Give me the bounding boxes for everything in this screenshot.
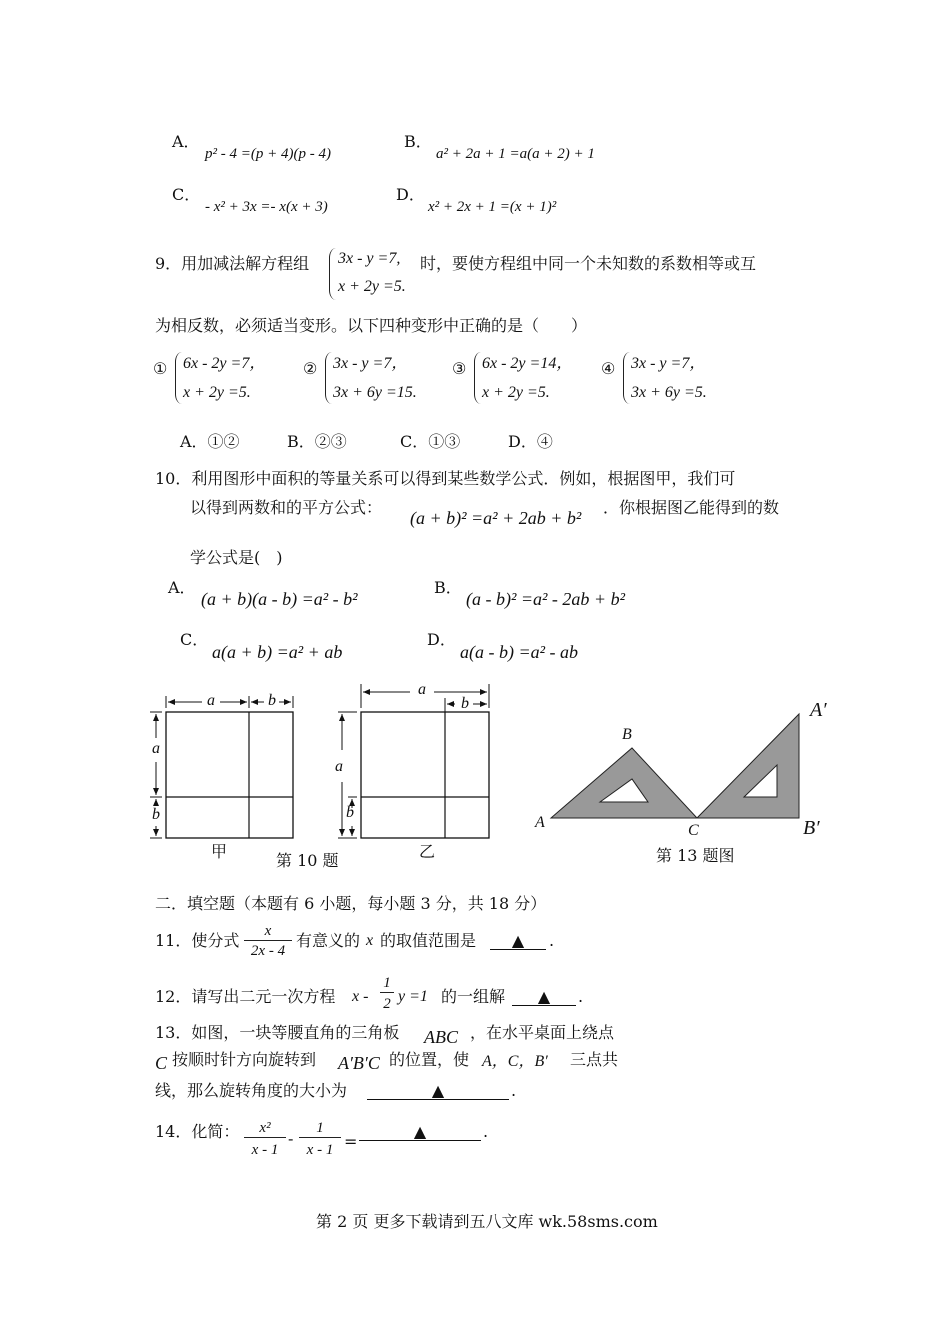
q8-b-expr: a² + 2a + 1 =a(a + 2) + 1 <box>436 146 595 162</box>
q12-denominator: 2 <box>380 992 394 1013</box>
q10-c-expr: a(a + b) =a² + ab <box>212 642 343 662</box>
q14-fraction-1 <box>244 1120 286 1159</box>
fig-caption-13: 第 13 题图 <box>656 846 735 865</box>
q13-abc: ABC <box>424 1027 458 1047</box>
q13-line2a: 按顺时针方向旋转到 <box>172 1050 317 1069</box>
q11-text: 有意义的 <box>296 931 361 950</box>
q12-blank-marker: ▲ <box>512 989 576 1006</box>
q9-opt4-line2: 3x + 6y =5. <box>631 384 707 401</box>
q8-a-label: A． <box>172 132 200 151</box>
q10-a-label: A． <box>168 578 196 597</box>
fig13-point-a-prime: A′ <box>810 699 827 721</box>
q10-formula: (a + b)² =a² + 2ab + b² <box>410 508 582 528</box>
q10-stem-2: 以得到两数和的平方公式： <box>190 498 383 517</box>
q14-prefix: 14．化简： <box>155 1122 240 1141</box>
q9-opt1-line2: x + 2y =5. <box>183 384 251 401</box>
fig-yi-label: 乙 <box>419 842 436 861</box>
q12-expr1: x - <box>352 988 369 1005</box>
q9-opt4-brace <box>623 352 630 404</box>
fig-jia-top-a: a <box>207 692 215 709</box>
q10-stem-3: ．你根据图乙能得到的数 <box>603 498 780 517</box>
q11-text2: 的取值范围是 <box>380 931 477 950</box>
q13-line2b: 的位置，使 <box>389 1050 470 1069</box>
q13-end: . <box>511 1081 517 1100</box>
q10-c-label: C． <box>180 630 209 649</box>
q9-opt2-line1: 3x - y =7， <box>333 355 408 372</box>
figure-jia <box>140 680 320 870</box>
page-footer: 第 2 页 更多下载请到五八文库 wk.58sms.com <box>316 1212 658 1231</box>
q9-stem-1: 9．用加减法解方程组 <box>155 254 310 273</box>
q10-stem-1: 10．利用图形中面积的等量关系可以得到某些数学公式．例如，根据图甲，我们可 <box>155 469 736 488</box>
q13-line2c: 三点共 <box>570 1050 619 1069</box>
fig-yi-top-b: b <box>461 695 469 712</box>
q13-answer-blank[interactable] <box>367 1083 509 1100</box>
q14-equals: = <box>344 1132 358 1151</box>
fig13-point-b: B <box>622 726 632 743</box>
q14-numerator-1: x² <box>259 1120 271 1136</box>
q9-opt3-line2: x + 2y =5. <box>482 384 550 401</box>
q9-opt2-mark: ② <box>303 359 318 378</box>
q9-opt1-brace <box>175 352 182 404</box>
fig-yi-side-a: a <box>335 758 343 775</box>
q14-answer-blank[interactable] <box>359 1124 481 1141</box>
q9-opt1-line1: 6x - 2y =7， <box>183 355 266 372</box>
q13-c: C <box>155 1053 168 1073</box>
fig-yi-side-b: b <box>346 804 354 821</box>
q12-expr2: y =1 <box>398 988 428 1005</box>
q9-opt2-brace <box>325 352 332 404</box>
q12-prefix: 12．请写出二元一次方程 <box>155 987 336 1006</box>
q9-opt3-line1: 6x - 2y =14， <box>482 355 573 372</box>
q12-fraction <box>380 975 394 1013</box>
figure-yi <box>330 680 500 870</box>
q12-end: . <box>578 987 584 1006</box>
fig-jia-top-b: b <box>268 692 276 709</box>
q11-fraction <box>244 923 292 960</box>
q11-blank-marker: ▲ <box>490 933 546 950</box>
fig-jia-label: 甲 <box>211 842 228 861</box>
q9-opt1-mark: ① <box>153 359 168 378</box>
figure-13-triangles <box>545 700 825 830</box>
q13-blank-marker: ▲ <box>367 1083 509 1100</box>
q11-numerator: x <box>264 923 272 939</box>
q10-a-expr: (a + b)(a - b) =a² - b² <box>201 589 358 609</box>
q9-system-line1: 3x - y =7, <box>338 250 401 267</box>
q10-stem-4: 学公式是( ) <box>190 548 283 567</box>
q12-text: 的一组解 <box>441 987 506 1006</box>
q9-opt3-brace <box>474 352 481 404</box>
fig13-point-b-prime: B′ <box>803 817 820 839</box>
fig13-point-a: A <box>535 814 545 831</box>
q14-minus: - <box>288 1129 294 1148</box>
q9-system-brace <box>329 248 336 300</box>
q10-b-expr: (a - b)² =a² - 2ab + b² <box>466 589 625 609</box>
q12-numerator: 1 <box>383 975 391 991</box>
q14-denominator-1: x - 1 <box>244 1137 286 1159</box>
q9-answer-a: A．①② <box>180 432 240 451</box>
q12-answer-blank[interactable] <box>512 989 576 1006</box>
q14-end: . <box>483 1122 489 1141</box>
fig-jia-side-a: a <box>152 740 160 757</box>
q9-opt4-mark: ④ <box>601 359 616 378</box>
q10-d-expr: a(a - b) =a² - ab <box>460 642 579 662</box>
q9-opt4-line1: 3x - y =7， <box>631 355 706 372</box>
fig-yi-top-a: a <box>418 681 426 698</box>
fig-caption-10: 第 10 题 <box>276 851 339 870</box>
q9-stem-3: 为相反数，必须适当变形。以下四种变形中正确的是（ ） <box>155 316 588 335</box>
q8-c-expr: - x² + 3x =- x(x + 3) <box>205 199 328 215</box>
q9-opt2-line2: 3x + 6y =15. <box>333 384 417 401</box>
q13-line3: 线，那么旋转角度的大小为 <box>155 1081 348 1100</box>
fig13-point-c: C <box>688 822 699 839</box>
q11-denominator: 2x - 4 <box>244 940 292 960</box>
q9-answer-c: C．①③ <box>400 432 461 451</box>
q13-line1a: 13．如图，一块等腰直角的三角板 <box>155 1023 400 1042</box>
q9-opt3-mark: ③ <box>452 359 467 378</box>
q10-d-label: D． <box>427 630 456 649</box>
q9-answer-b: B．②③ <box>287 432 347 451</box>
q11-answer-blank[interactable] <box>490 933 546 950</box>
q8-d-label: D． <box>396 185 425 204</box>
q13-abc2: A′B′C <box>338 1053 380 1073</box>
q8-b-label: B． <box>404 132 432 151</box>
q8-c-label: C． <box>172 185 201 204</box>
fig-jia-side-b: b <box>152 806 160 823</box>
q14-blank-marker: ▲ <box>359 1124 481 1141</box>
section-2-heading: 二．填空题（本题有 6 小题，每小题 3 分，共 18 分） <box>155 894 547 913</box>
q9-system-line2: x + 2y =5. <box>338 278 406 295</box>
q13-points: A，C，B′ <box>482 1053 548 1070</box>
q14-fraction-2 <box>299 1120 341 1159</box>
q8-d-expr: x² + 2x + 1 =(x + 1)² <box>428 199 557 215</box>
q9-answer-d: D．④ <box>508 432 553 451</box>
q11-prefix: 11．使分式 <box>155 931 240 950</box>
q10-b-label: B． <box>434 578 462 597</box>
q11-end: . <box>549 931 555 950</box>
q11-var: x <box>366 932 374 949</box>
q14-denominator-2: x - 1 <box>299 1137 341 1159</box>
q8-a-expr: p² - 4 =(p + 4)(p - 4) <box>205 146 331 162</box>
q13-line1b: ，在水平桌面上绕点 <box>470 1023 615 1042</box>
q9-stem-2: 时，要使方程组中同一个未知数的系数相等或互 <box>420 254 757 273</box>
q14-numerator-2: 1 <box>316 1120 324 1136</box>
